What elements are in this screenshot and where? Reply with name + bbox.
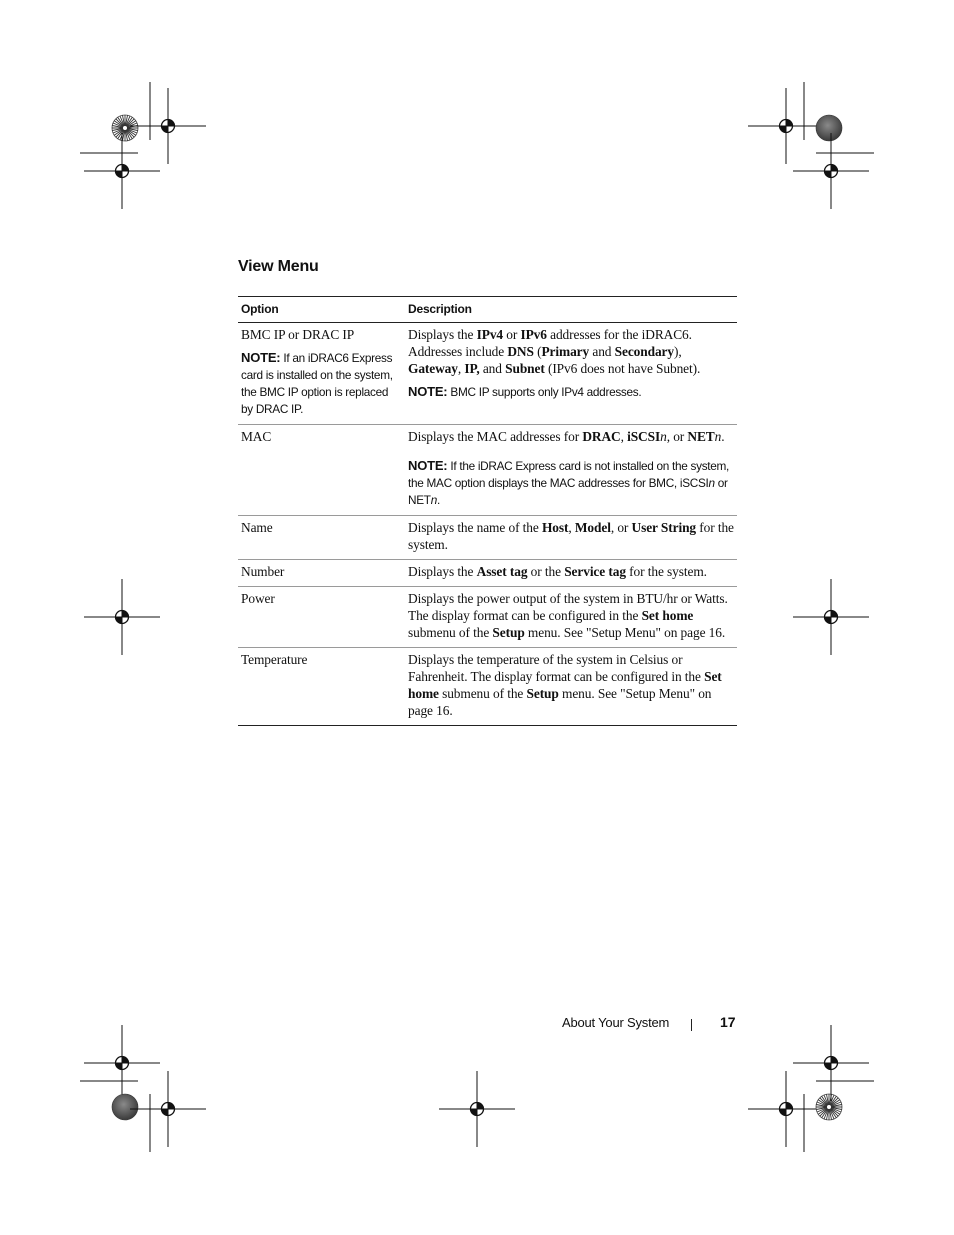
option-cell bbox=[238, 323, 405, 425]
description-text: Displays the MAC addresses for DRAC, iSCSIn, or NETn. bbox=[408, 429, 725, 444]
option-name: Name bbox=[241, 520, 273, 535]
option-cell bbox=[238, 425, 405, 516]
note-label: NOTE: bbox=[408, 458, 448, 473]
registration-mark-icon bbox=[84, 133, 160, 209]
registration-mark-icon bbox=[130, 88, 206, 164]
registration-mark-icon bbox=[84, 579, 160, 655]
note-label: NOTE: bbox=[241, 350, 281, 365]
registration-mark-icon bbox=[439, 1071, 515, 1147]
option-cell bbox=[238, 560, 405, 587]
table-row-power bbox=[238, 587, 737, 648]
registration-mark-icon bbox=[793, 1025, 869, 1101]
registration-mark-icon bbox=[793, 579, 869, 655]
option-note bbox=[241, 349, 402, 418]
option-name: Number bbox=[241, 564, 285, 579]
description-cell bbox=[405, 516, 737, 560]
footer-divider bbox=[691, 1019, 692, 1031]
description-note: NOTE: If the iDRAC Express card is not installed on the system, the MAC option displays the MAC addresses for BMC, iSCSIn or NETn. bbox=[408, 458, 730, 507]
description-text: Displays the Asset tag or the Service tag for the system. bbox=[408, 564, 707, 579]
page-number: 17 bbox=[720, 1014, 736, 1030]
note-text: If an iDRAC6 Express card is installed on the system, the BMC IP option is replaced by DRAC IP. bbox=[241, 351, 393, 416]
note-text: BMC IP supports only IPv4 addresses. bbox=[447, 385, 642, 399]
description-text: Displays the IPv4 or IPv6 addresses for the iDRAC6. Addresses include DNS (Primary and Secondary), Gateway, IP, and Subnet (IPv6 does not have Subnet). bbox=[408, 327, 701, 376]
description-cell bbox=[405, 560, 737, 587]
table-row-name bbox=[238, 516, 737, 560]
description-cell bbox=[405, 587, 737, 648]
description-cell bbox=[405, 323, 737, 425]
description-cell bbox=[405, 425, 737, 516]
option-cell bbox=[238, 648, 405, 726]
view-menu-table bbox=[238, 296, 737, 726]
registration-mark-icon bbox=[748, 88, 824, 164]
table-row-temperature bbox=[238, 648, 737, 726]
table-row-bmc-ip bbox=[238, 323, 737, 425]
gray-dot-icon bbox=[816, 115, 842, 141]
registration-mark-icon bbox=[130, 1071, 206, 1147]
table-row-number bbox=[238, 560, 737, 587]
option-name: Power bbox=[241, 591, 275, 606]
description-text: Displays the name of the Host, Model, or User String for the system. bbox=[408, 520, 734, 552]
star-target-icon bbox=[816, 1094, 842, 1120]
table-header-row bbox=[238, 297, 737, 323]
description-text: Displays the temperature of the system in Celsius or Fahrenheit. The display format can be configured in the Set home submenu of the Setup menu. See "Setup Menu" on page 16. bbox=[408, 652, 722, 718]
option-name: BMC IP or DRAC IP bbox=[241, 327, 355, 342]
registration-mark-icon bbox=[748, 1071, 824, 1147]
option-name: MAC bbox=[241, 429, 272, 444]
description-column-header: Description bbox=[405, 297, 737, 323]
registration-mark-icon bbox=[793, 133, 869, 209]
description-note bbox=[408, 383, 734, 401]
table-row-mac bbox=[238, 425, 737, 516]
note-label: NOTE: bbox=[408, 384, 448, 399]
footer-section-title: About Your System bbox=[562, 1015, 670, 1030]
option-cell bbox=[238, 516, 405, 560]
option-column-header: Option bbox=[238, 297, 405, 323]
registration-mark-icon bbox=[84, 1025, 160, 1101]
description-cell bbox=[405, 648, 737, 726]
option-cell bbox=[238, 587, 405, 648]
description-text: Displays the power output of the system in BTU/hr or Watts. The display format can be configured in the Set home submenu of the Setup menu. See "Setup Menu" on page 16. bbox=[408, 591, 728, 640]
gray-dot-icon bbox=[112, 1094, 138, 1120]
star-target-icon bbox=[112, 115, 138, 141]
section-heading: View Menu bbox=[238, 258, 319, 275]
option-name: Temperature bbox=[241, 652, 308, 667]
